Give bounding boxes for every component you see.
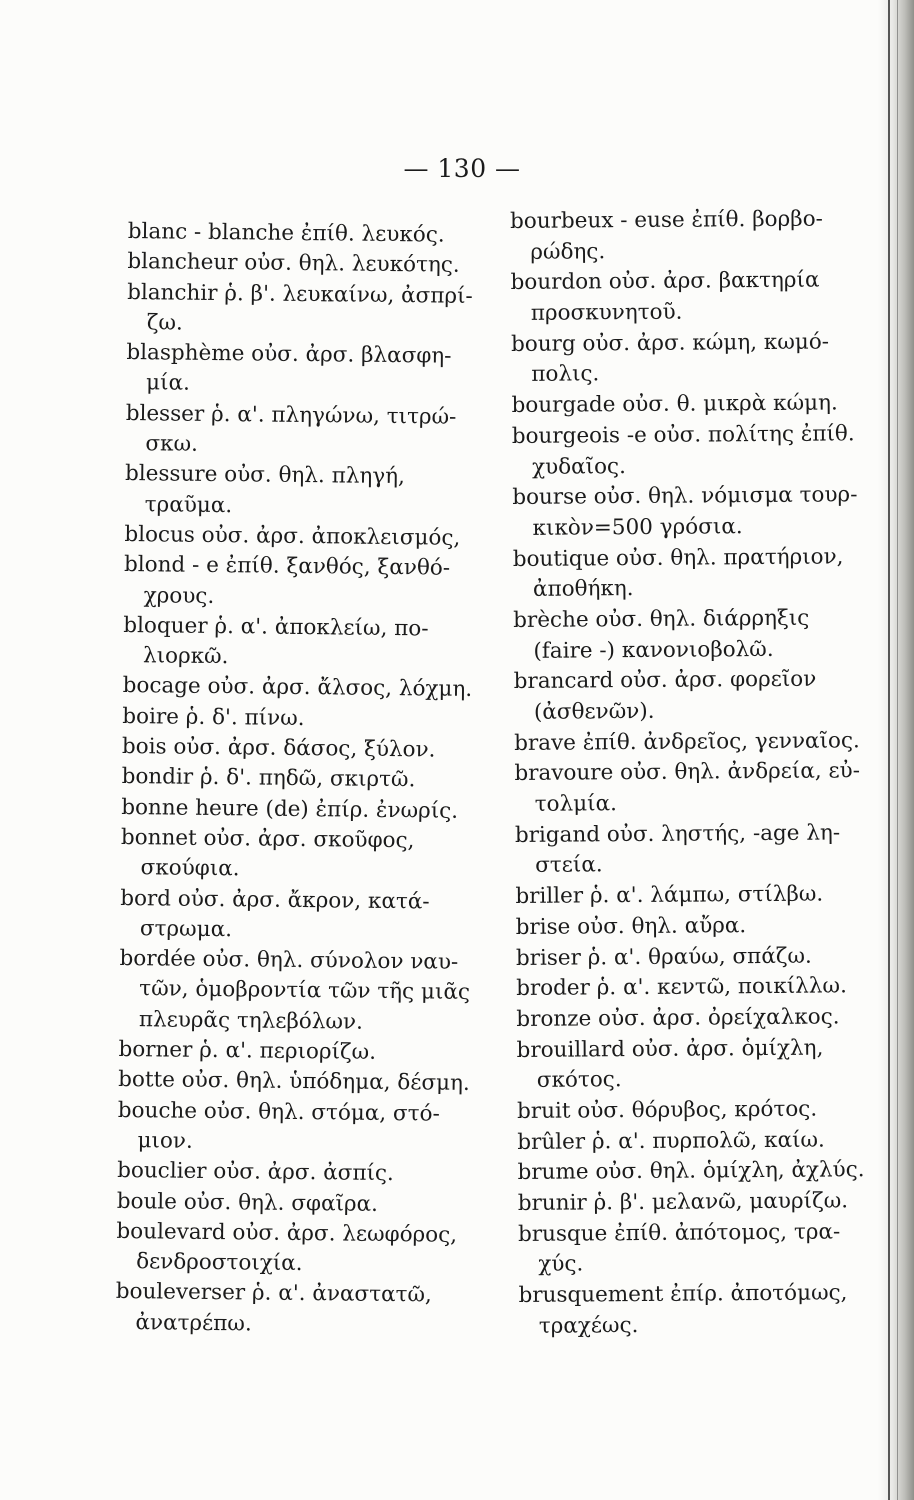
dictionary-entry-line: brave ἐπίθ. ἀνδρεῖος, γενναῖος. [514, 727, 860, 756]
dictionary-entry-line: blasphème οὐσ. ἀρσ. βλασφη- [126, 340, 452, 369]
entry-continuation-line: μιον. [137, 1128, 193, 1154]
dictionary-entry-line: brise οὐσ. θηλ. αὔρα. [515, 912, 747, 940]
dictionary-entry-line: blocus οὐσ. ἀρσ. ἀποκλεισμός, [124, 521, 461, 551]
dictionary-entry-line: bouche οὐσ. θηλ. στόμα, στό- [117, 1097, 440, 1127]
entry-continuation-line: σκω. [145, 431, 199, 457]
entry-continuation-line: (ἀσθενῶν). [533, 698, 655, 725]
dictionary-entry-line: blessure οὐσ. θηλ. πληγή, [124, 461, 406, 490]
dictionary-entry-line: bouclier οὐσ. ἀρσ. ἀσπίς. [117, 1158, 394, 1187]
dictionary-entry-line: boule οὐσ. θηλ. σφαῖρα. [116, 1188, 379, 1217]
dictionary-entry-line: brèche οὐσ. θηλ. διάρρηξις [513, 605, 810, 633]
entry-continuation-line: λιορκῶ. [142, 643, 229, 670]
entry-continuation-line: μία. [145, 370, 191, 397]
entry-continuation-line: κικὸν=500 γρόσια. [532, 514, 743, 541]
dictionary-entry-line: briser ῥ. α'. θραύω, σπάζω. [515, 943, 812, 971]
entry-continuation-line: τραῦμα. [144, 491, 233, 518]
dictionary-entry-line: bois οὐσ. ἀρσ. δάσος, ξύλον. [121, 734, 436, 763]
dictionary-entry-line: blancheur οὐσ. θηλ. λευκότης. [127, 249, 460, 279]
dictionary-entry-line: blond - e ἐπίθ. ξανθός, ξανθό- [123, 552, 451, 581]
dictionary-entry-line: bourse οὐσ. θηλ. νόμισμα τουρ- [512, 482, 858, 511]
dictionary-entry-line: bravoure οὐσ. θηλ. ἀνδρεία, εὐ- [514, 758, 861, 787]
dictionary-entry-line: bourbeux - euse ἐπίθ. βορβο- [510, 206, 823, 234]
dictionary-entry-line: blanc - blanche ἐπίθ. λευκός. [127, 218, 445, 248]
dictionary-entry-line: bord οὐσ. ἀρσ. ἄκρον, κατά- [120, 885, 430, 914]
page-number: — 130 — [403, 154, 521, 183]
dictionary-entry-line: bonnet οὐσ. ἀρσ. σκοῦφος, [120, 824, 415, 854]
entry-continuation-line: ζω. [146, 310, 183, 336]
entry-continuation-line: (faire -) κανονιοβολῶ. [533, 636, 774, 664]
dictionary-entry-line: bondir ῥ. δ'. πηδῶ, σκιρτῶ. [121, 764, 416, 793]
dictionary-entry-line: brancard οὐσ. ἀρσ. φορεῖον [513, 666, 817, 695]
dictionary-entry-line: brigand οὐσ. ληστής, -age λη- [514, 820, 841, 848]
dictionary-entry-line: blanchir ῥ. β'. λευκαίνω, ἀσπρί- [127, 279, 473, 309]
dictionary-entry-line: bruit οὐσ. θόρυβος, κρότος. [517, 1096, 818, 1124]
dictionary-entry-line: borner ῥ. α'. περιορίζω. [118, 1036, 377, 1065]
dictionary-entry-line: boire ῥ. δ'. πίνω. [122, 703, 305, 731]
dictionary-entry-line: brusque ἐπίθ. ἀπότομος, τρα- [517, 1219, 841, 1247]
entry-continuation-line: χυδαῖος. [531, 453, 626, 480]
entry-continuation-line: ἀποθήκη. [532, 576, 634, 603]
dictionary-entry-line: boutique οὐσ. θηλ. πρατήριον, [512, 543, 844, 572]
entry-continuation-line: ρώδης. [530, 238, 606, 265]
left-column [115, 217, 500, 1342]
dictionary-entry-line: brunir ῥ. β'. μελανῶ, μαυρίζω. [517, 1188, 849, 1216]
entry-continuation-line: ἀνατρέπω. [135, 1309, 252, 1337]
dictionary-entry-line: boulevard οὐσ. ἀρσ. λεωφόρος, [116, 1218, 458, 1248]
entry-continuation-line: πολις. [531, 361, 600, 388]
entry-continuation-line: τῶν, ὁμοβροντία τῶν τῆς μιᾶς [139, 976, 471, 1006]
entry-continuation-line: τραχέως. [538, 1312, 639, 1339]
dictionary-entry-line: bourg οὐσ. ἀρσ. κώμη, κωμό- [510, 329, 830, 357]
entry-continuation-line: στρωμα. [139, 916, 233, 943]
dictionary-entry-line: blesser ῥ. α'. πληγώνω, τιτρώ- [125, 400, 457, 430]
dictionary-entry-line: botte οὐσ. θηλ. ὑπόδημα, δέσμη. [118, 1067, 470, 1097]
gutter-edge-line-faint [897, 0, 898, 1500]
entry-continuation-line: δενδροστοιχία. [136, 1249, 303, 1277]
entry-continuation-line: σκότος. [536, 1067, 622, 1094]
dictionary-entry-line: bourgeois -e οὐσ. πολίτης ἐπίθ. [511, 421, 855, 449]
dictionary-entry-line: bonne heure (de) ἐπίρ. ἐνωρίς. [121, 794, 459, 824]
dictionary-entry-line: bronze οὐσ. ἀρσ. ὀρείχαλκος. [516, 1004, 840, 1032]
dictionary-entry-line: bouleverser ῥ. α'. ἀναστατῶ, [115, 1279, 432, 1308]
dictionary-entry-line: brouillard οὐσ. ἀρσ. ὁμίχλη, [516, 1035, 824, 1063]
entry-continuation-line: χρους. [143, 582, 215, 609]
dictionary-entry-line: broder ῥ. α'. κεντῶ, ποικίλλω. [516, 973, 847, 1002]
entry-continuation-line: στεία. [535, 852, 603, 879]
dictionary-entry-line: bordée οὐσ. θηλ. σύνολον ναυ- [119, 946, 459, 975]
dictionary-entry-line: brusquement ἐπίρ. ἀποτόμως, [518, 1280, 848, 1309]
dictionary-entry-line: briller ῥ. α'. λάμπω, στίλβω. [515, 881, 824, 910]
dictionary-entry-line: bourdon οὐσ. ἀρσ. βακτηρία [510, 267, 820, 296]
entry-continuation-line: τολμία. [534, 791, 618, 817]
dictionary-entry-line: bocage οὐσ. ἀρσ. ἄλσος, λόχμη. [122, 673, 473, 703]
entry-continuation-line: χύς. [538, 1251, 584, 1278]
entry-continuation-line: πλευρᾶς τηλεβόλων. [138, 1006, 364, 1035]
entry-continuation-line: προσκυνητοῦ. [530, 299, 683, 326]
dictionary-entry-line: brume οὐσ. θηλ. ὁμίχλη, ἀχλύς. [517, 1157, 865, 1186]
entry-continuation-line: σκούφια. [140, 855, 240, 882]
dictionary-entry-line: brûler ῥ. α'. πυρπολῶ, καίω. [517, 1127, 825, 1155]
dictionary-entry-line: bloquer ῥ. α'. ἀποκλείω, πο- [123, 612, 429, 642]
dictionary-entry-line: bourgade οὐσ. θ. μικρὰ κώμη. [511, 390, 838, 419]
right-column [510, 204, 889, 1342]
